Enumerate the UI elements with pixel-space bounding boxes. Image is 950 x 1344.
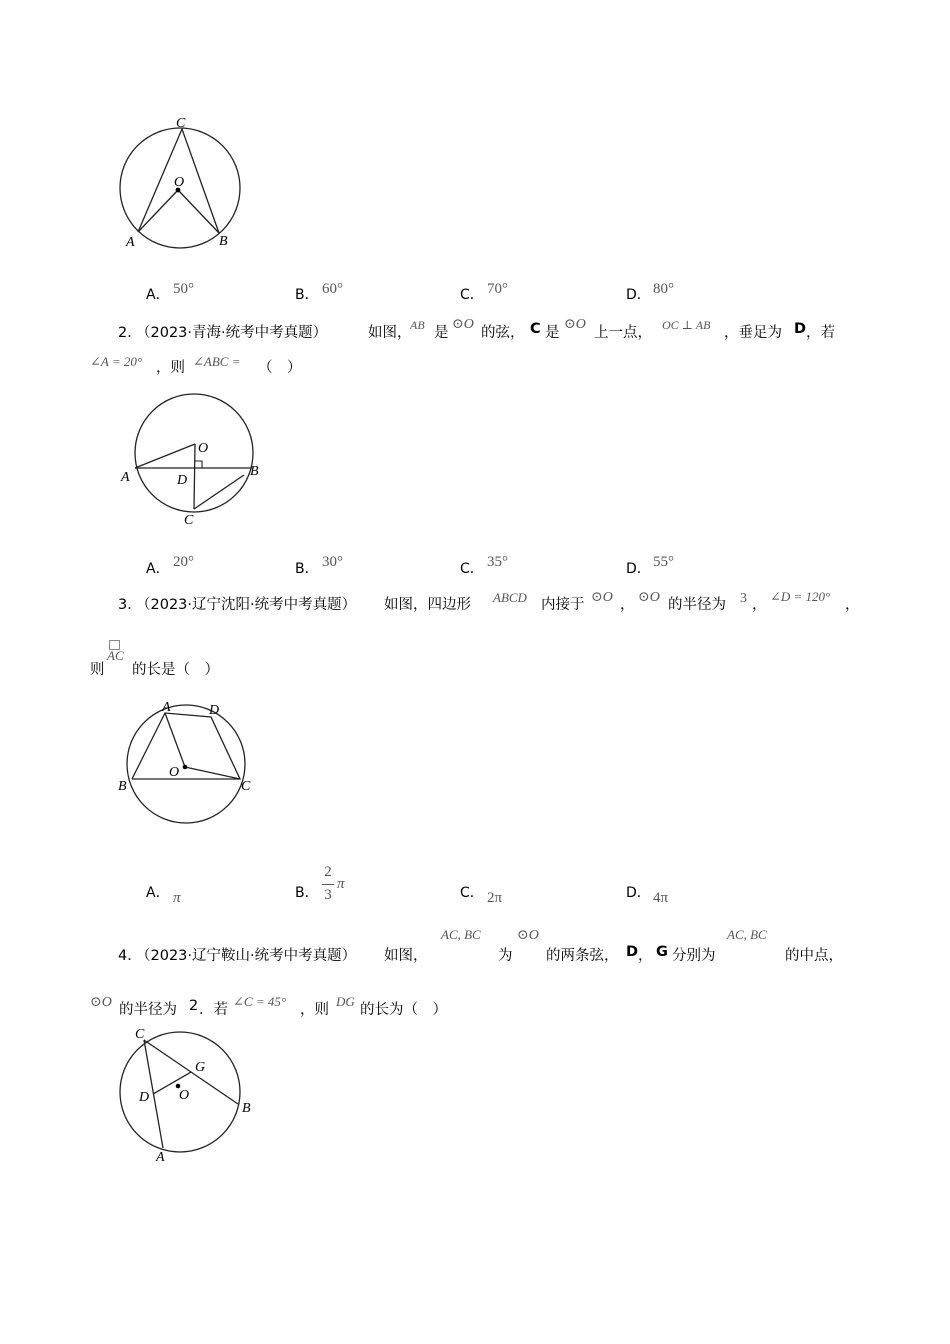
q2-label-d: D [177, 473, 188, 488]
q2-text: 是 [434, 325, 449, 341]
q2-text: ，若 [806, 325, 835, 341]
q2-number: 2． [118, 325, 142, 341]
q2-option-c-label[interactable]: C． [460, 561, 484, 577]
q2-text: 上一点， [594, 325, 652, 341]
q3-label-a: A [162, 700, 171, 715]
q4-label-d: D [139, 1090, 150, 1105]
q2-math-angle-abc: ∠ABC = [193, 354, 241, 369]
q1-label-b: B [219, 234, 228, 249]
q3-label-d: D [209, 703, 220, 718]
q3-option-b-value: π [337, 876, 345, 892]
q1-option-b-label[interactable]: B． [295, 287, 319, 303]
q2-text: 如图， [368, 325, 412, 341]
q3-option-d-value: 4π [653, 890, 669, 906]
q2-option-d-value: 55° [653, 554, 674, 570]
q1-label-a: A [126, 235, 135, 250]
q2-letter-c: C [530, 321, 541, 337]
q3-option-b-numerator: 2 [324, 864, 332, 880]
q3-math-angle-d: ∠D = 120° [770, 589, 831, 604]
q4-letter-d: D [626, 944, 639, 960]
q4-text: 为 [498, 948, 513, 964]
q1-option-a-label[interactable]: A． [146, 287, 170, 303]
q3-text: 的长是（ ） [132, 662, 219, 678]
q3-text: ， [620, 597, 635, 613]
q4-text: 的长为（ ） [360, 1002, 447, 1018]
q2-option-a-label[interactable]: A． [146, 561, 170, 577]
q3-text: 则 [90, 662, 105, 678]
q3-option-a-label[interactable]: A． [146, 885, 170, 901]
q1-label-o: O [174, 175, 185, 190]
q2-option-c-value: 35° [487, 554, 508, 570]
q4-number: 4． [118, 948, 142, 964]
q2-label-a: A [121, 470, 130, 485]
q4-text: 的两条弦， [546, 948, 619, 964]
q4-math-ac-bc: AC, BC [727, 927, 767, 942]
q1-label-c: C [176, 116, 186, 131]
q4-text: ， [638, 948, 653, 964]
q2-option-a-value: 20° [173, 554, 194, 570]
q3-math-three: 3 [740, 591, 747, 606]
q2-text: ，则 [156, 360, 185, 376]
q3-option-c-value: 2π [487, 890, 503, 906]
q3-label-b: B [118, 779, 127, 794]
q2-text: ，垂足为 [724, 325, 782, 341]
q3-label-o: O [169, 765, 180, 780]
q3-option-b-denominator: 3 [324, 887, 332, 903]
q1-option-d-value: 80° [653, 281, 674, 297]
q1-option-a-value: 50° [173, 281, 194, 297]
q2-math-perp: OC ⊥ AB [662, 318, 711, 332]
q3-text: ， [752, 597, 767, 613]
q4-label-c: C [135, 1027, 145, 1042]
q4-math-dg: DG [336, 994, 355, 1009]
q4-math-angle-c: ∠C = 45° [233, 994, 287, 1009]
q4-text: 的中点， [785, 948, 843, 964]
q4-math-circle: ⊙O [517, 928, 539, 943]
q3-math-circle: ⊙O [638, 590, 660, 605]
q2-math-circle: ⊙O [564, 317, 586, 332]
q3-option-b-label[interactable]: B． [295, 885, 319, 901]
q3-option-c-label[interactable]: C． [460, 885, 484, 901]
q1-option-b-value: 60° [322, 281, 343, 297]
q4-math-ac-bc: AC, BC [441, 927, 481, 942]
q4-text: 的半径为 [119, 1002, 177, 1018]
q4-label-o: O [179, 1088, 190, 1103]
q2-option-b-value: 30° [322, 554, 343, 570]
q4-text: ，则 [300, 1002, 329, 1018]
q2-option-d-label[interactable]: D． [626, 561, 651, 577]
q2-blank: （ ） [258, 360, 302, 376]
q3-text: 如图，四边形 [384, 597, 471, 613]
q3-source: （2023·辽宁沈阳·统考中考真题） [136, 597, 357, 613]
q1-option-d-label[interactable]: D． [626, 287, 651, 303]
q2-letter-d: D [794, 321, 807, 337]
q2-label-o: O [198, 441, 209, 456]
q3-text: ， [845, 597, 860, 613]
q3-math-abcd: ABCD [493, 590, 527, 605]
q3-label-c: C [241, 779, 251, 794]
q3-math-circle: ⊙O [591, 590, 613, 605]
q2-math-circle: ⊙O [452, 317, 474, 332]
q1-option-c-label[interactable]: C． [460, 287, 484, 303]
q4-source: （2023·辽宁鞍山·统考中考真题） [136, 948, 357, 964]
q4-text: 如图， [384, 948, 428, 964]
q4-math-circle: ⊙O [90, 995, 112, 1010]
q4-letter-g: G [656, 944, 668, 960]
q2-math-angle-a: ∠A = 20° [90, 354, 143, 369]
q4-text: ．若 [199, 1002, 228, 1018]
q2-label-b: B [250, 464, 259, 479]
q3-option-a-value: π [173, 890, 181, 906]
q3-text: 的半径为 [668, 597, 726, 613]
q2-label-c: C [184, 513, 194, 528]
q2-source: （2023·青海·统考中考真题） [136, 325, 328, 341]
q3-option-d-label[interactable]: D． [626, 885, 651, 901]
q4-label-g: G [195, 1060, 206, 1075]
q1-option-c-value: 70° [487, 281, 508, 297]
q2-option-b-label[interactable]: B． [295, 561, 319, 577]
q3-number: 3． [118, 597, 142, 613]
q3-text: 内接于 [541, 597, 585, 613]
q2-math-ab: AB [410, 318, 425, 332]
q2-text: 是 [545, 325, 560, 341]
q4-label-a: A [156, 1150, 165, 1165]
q3-math-arc-ac: AC [107, 648, 124, 663]
q4-label-b: B [242, 1101, 251, 1116]
q4-text: 分别为 [672, 948, 716, 964]
q4-text: 2 [189, 998, 199, 1014]
q2-text: 的弦， [481, 325, 525, 341]
